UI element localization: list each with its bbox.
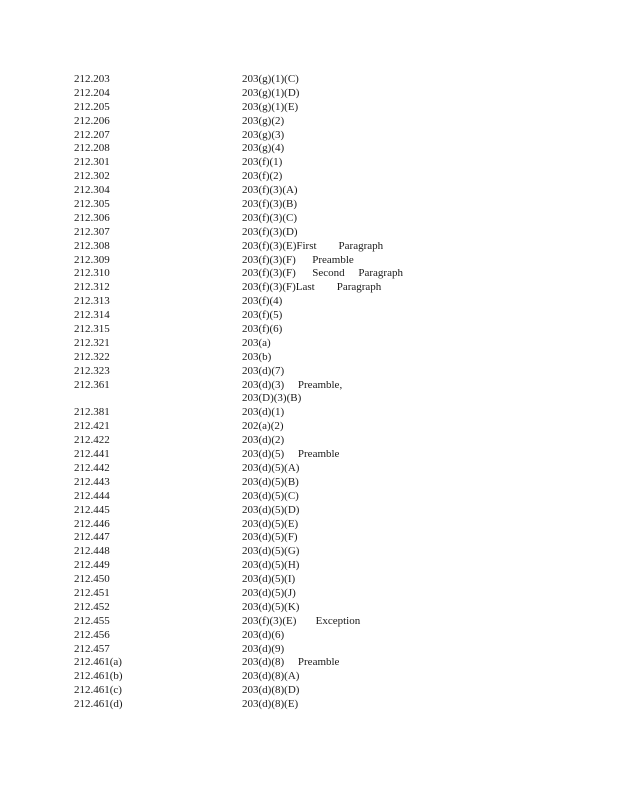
table-row	[74, 698, 574, 712]
statute-reference: 203(d)(5)(J)	[242, 586, 296, 599]
section-number: 212.308	[74, 239, 110, 252]
statute-reference: 203(f)(3)(F) Second Paragraph	[242, 267, 403, 280]
section-number: 212.315	[74, 323, 110, 336]
statute-reference: 203(d)(5)(I)	[242, 573, 296, 586]
cross-reference-table	[74, 73, 574, 712]
table-row	[74, 518, 574, 532]
section-number	[74, 392, 242, 406]
table-row	[74, 170, 574, 184]
section-number: 212.204	[74, 86, 110, 99]
table-row	[74, 323, 574, 337]
table-row	[74, 545, 574, 559]
section-number: 212.445	[74, 503, 110, 516]
section-number: 212.304	[74, 184, 110, 197]
section-number: 212.421	[74, 420, 110, 433]
section-number: 212.361	[74, 378, 110, 391]
statute-reference: 203(f)(3)(C)	[242, 211, 297, 224]
table-row	[74, 670, 574, 684]
statute-reference: 203(d)(2)	[242, 434, 285, 447]
statute-reference: 203(f)(3)(F)Last Paragraph	[242, 281, 382, 294]
table-row	[74, 351, 574, 365]
statute-reference: 203(b)	[242, 350, 272, 363]
section-number: 212.456	[74, 628, 110, 641]
statute-reference: 203(d)(5)(G)	[242, 545, 300, 558]
statute-reference: 203(d)(5)(D)	[242, 503, 300, 516]
statute-reference: 203(f)(3)(D)	[242, 225, 298, 238]
statute-reference: 203(d)(5) Preamble	[242, 448, 340, 461]
statute-reference: 203(f)(3)(B)	[242, 198, 297, 211]
table-row	[74, 531, 574, 545]
table-row	[74, 379, 574, 393]
table-row	[74, 476, 574, 490]
statute-reference: 203(d)(3) Preamble,	[242, 378, 343, 391]
section-number: 212.448	[74, 545, 110, 558]
table-row	[74, 87, 574, 101]
section-number: 212.321	[74, 336, 110, 349]
section-number: 212.306	[74, 211, 110, 224]
table-row	[74, 615, 574, 629]
section-number: 212.309	[74, 253, 110, 266]
table-row	[74, 73, 574, 87]
table-row	[74, 281, 574, 295]
table-row	[74, 462, 574, 476]
table-row	[74, 184, 574, 198]
section-number: 212.461(b)	[74, 670, 123, 683]
statute-reference: 203(d)(5)(B)	[242, 475, 299, 488]
table-row	[74, 573, 574, 587]
section-number: 212.457	[74, 642, 110, 655]
section-number: 212.205	[74, 100, 110, 113]
table-row	[74, 129, 574, 143]
table-row	[74, 198, 574, 212]
table-row	[74, 115, 574, 129]
section-number: 212.302	[74, 170, 110, 183]
statute-reference: 203(f)(3)(F) Preamble	[242, 253, 354, 266]
section-number: 212.301	[74, 156, 110, 169]
table-row	[74, 365, 574, 379]
section-number: 212.381	[74, 406, 110, 419]
statute-reference: 203(d)(5)(C)	[242, 489, 299, 502]
statute-reference: 203(f)(3)(E)First Paragraph	[242, 239, 384, 252]
section-number: 212.305	[74, 198, 110, 211]
table-row	[74, 212, 574, 226]
table-row	[74, 254, 574, 268]
table-row	[74, 656, 574, 670]
section-number: 212.461(d)	[74, 698, 123, 711]
statute-reference: 203(d)(5)(E)	[242, 517, 299, 530]
statute-reference: 203(g)(1)(D)	[242, 86, 300, 99]
statute-reference: 203(g)(1)(C)	[242, 73, 299, 85]
table-row	[74, 643, 574, 657]
statute-reference: 203(d)(5)(H)	[242, 559, 300, 572]
table-row	[74, 587, 574, 601]
statute-reference: 203(d)(5)(K)	[242, 600, 300, 613]
statute-reference: 203(g)(4)	[242, 142, 285, 155]
table-row	[74, 434, 574, 448]
table-row	[74, 504, 574, 518]
section-number: 212.441	[74, 448, 110, 461]
table-row	[74, 267, 574, 281]
section-number: 212.443	[74, 475, 110, 488]
section-number: 212.461(c)	[74, 684, 122, 697]
table-row	[74, 240, 574, 254]
statute-reference: 203(a)	[242, 336, 271, 349]
statute-reference: 203(g)(1)(E)	[242, 100, 299, 113]
section-number: 212.312	[74, 281, 110, 294]
statute-reference: 203(d)(9)	[242, 642, 285, 655]
statute-reference: 203(g)(3)	[242, 128, 285, 141]
statute-reference: 203(g)(2)	[242, 114, 285, 127]
section-number: 212.450	[74, 573, 110, 586]
table-row	[74, 406, 574, 420]
section-number: 212.323	[74, 364, 110, 377]
section-number: 212.447	[74, 531, 110, 544]
statute-reference: 203(f)(6)	[242, 323, 283, 336]
statute-reference: 203(d)(8)(E)	[242, 698, 299, 711]
table-row	[74, 337, 574, 351]
table-row	[74, 448, 574, 462]
section-number: 212.452	[74, 600, 110, 613]
statute-reference: 203(f)(4)	[242, 295, 283, 308]
section-number: 212.444	[74, 489, 110, 502]
table-row	[74, 490, 574, 504]
section-number: 212.451	[74, 586, 110, 599]
section-number: 212.203	[74, 73, 110, 85]
statute-reference: 203(f)(3)(E) Exception	[242, 614, 361, 627]
section-number: 212.322	[74, 350, 110, 363]
table-row	[74, 629, 574, 643]
section-number: 212.442	[74, 461, 110, 474]
statute-reference: 203(d)(1)	[242, 406, 285, 419]
section-number: 212.207	[74, 128, 110, 141]
table-row	[74, 226, 574, 240]
statute-reference: 203(f)(1)	[242, 156, 283, 169]
table-row	[74, 684, 574, 698]
statute-reference: 203(d)(5)(A)	[242, 461, 300, 474]
statute-reference: 203(d)(6)	[242, 628, 285, 641]
statute-reference: 203(d)(7)	[242, 364, 285, 377]
statute-reference: 203(d)(8) Preamble	[242, 656, 340, 669]
section-number: 212.446	[74, 517, 110, 530]
statute-reference: 203(D)(3)(B)	[242, 392, 302, 405]
statute-reference: 203(d)(5)(F)	[242, 531, 298, 544]
table-row	[74, 559, 574, 573]
section-number: 212.422	[74, 434, 110, 447]
table-row	[74, 142, 574, 156]
section-number: 212.313	[74, 295, 110, 308]
statute-reference: 203(d)(8)(D)	[242, 684, 300, 697]
section-number: 212.314	[74, 309, 110, 322]
statute-reference: 203(f)(3)(A)	[242, 184, 298, 197]
table-row	[74, 156, 574, 170]
section-number: 212.449	[74, 559, 110, 572]
table-row	[74, 601, 574, 615]
section-number: 212.455	[74, 614, 110, 627]
table-row	[74, 392, 574, 406]
table-row	[74, 420, 574, 434]
section-number: 212.461(a)	[74, 656, 122, 669]
table-row	[74, 309, 574, 323]
section-number: 212.307	[74, 225, 110, 238]
section-number: 212.206	[74, 114, 110, 127]
table-row	[74, 101, 574, 115]
statute-reference: 202(a)(2)	[242, 420, 284, 433]
table-row	[74, 295, 574, 309]
section-number: 212.310	[74, 267, 110, 280]
statute-reference: 203(d)(8)(A)	[242, 670, 300, 683]
statute-reference: 203(f)(2)	[242, 170, 283, 183]
statute-reference: 203(f)(5)	[242, 309, 283, 322]
section-number: 212.208	[74, 142, 110, 155]
